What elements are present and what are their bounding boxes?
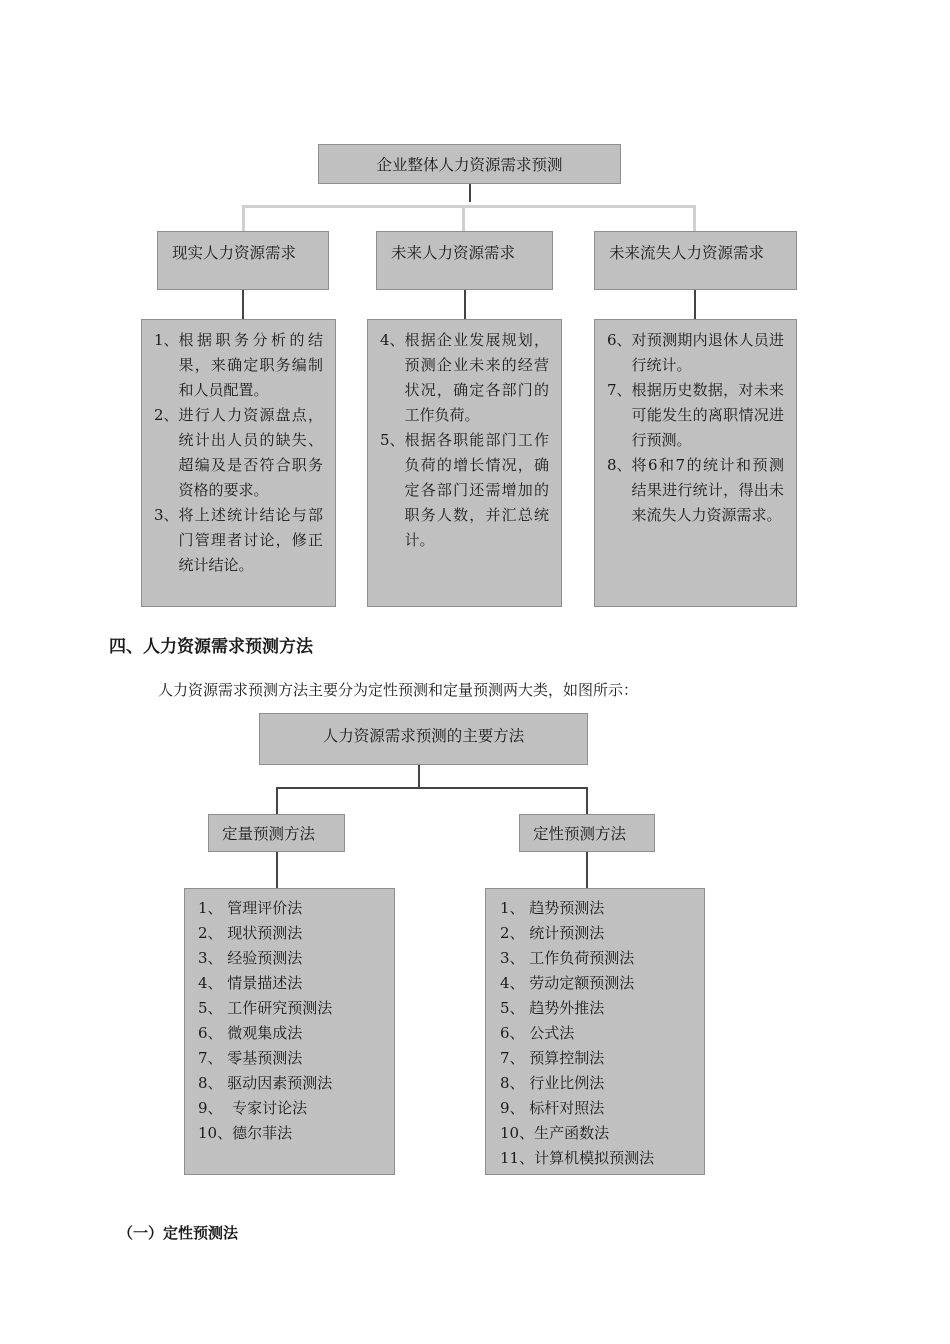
connector bbox=[469, 184, 471, 202]
current-demand-details bbox=[141, 319, 336, 607]
connector bbox=[586, 851, 588, 888]
future-demand-details bbox=[367, 319, 562, 607]
list-item: 8、 将6和7的统计和预测结果进行统计，得出未来流失人力资源需求。 bbox=[607, 456, 784, 524]
connector bbox=[242, 205, 245, 231]
list-item: 3、 经验预测法 bbox=[198, 949, 303, 967]
list-item: 4、 情景描述法 bbox=[198, 974, 303, 992]
list-item: 9、 专家讨论法 bbox=[198, 1099, 308, 1117]
list-item: 11、计算机模拟预测法 bbox=[500, 1149, 655, 1167]
list-item: 10、德尔菲法 bbox=[198, 1124, 293, 1142]
qualitative-title: 定性预测方法 bbox=[533, 825, 627, 843]
list-item: 4、 根据企业发展规划，预测企业未来的经营状况，确定各部门的工作负荷。 bbox=[380, 331, 549, 424]
list-item: 6、 对预测期内退休人员进行统计。 bbox=[607, 331, 784, 374]
chart1-root-box bbox=[318, 144, 621, 184]
list-item: 5、 工作研究预测法 bbox=[198, 999, 333, 1017]
connector bbox=[242, 205, 696, 208]
list-item: 3、 工作负荷预测法 bbox=[500, 949, 635, 967]
list-item: 8、 行业比例法 bbox=[500, 1074, 605, 1092]
subsection-heading: （一）定性预测法 bbox=[118, 1224, 239, 1242]
column-title: 未来人力资源需求 bbox=[391, 244, 516, 262]
quantitative-title: 定量预测方法 bbox=[222, 825, 316, 843]
list-item: 7、 零基预测法 bbox=[198, 1049, 303, 1067]
list-item: 2、 现状预测法 bbox=[198, 924, 303, 942]
current-demand-box bbox=[157, 231, 329, 290]
list-item: 6、 公式法 bbox=[500, 1024, 575, 1042]
column-title: 现实人力资源需求 bbox=[172, 244, 297, 262]
future-attrition-details bbox=[594, 319, 797, 607]
list-item: 5、 趋势外推法 bbox=[500, 999, 605, 1017]
intro-paragraph: 人力资源需求预测方法主要分为定性预测和定量预测两大类，如图所示： bbox=[158, 681, 639, 699]
connector bbox=[694, 289, 696, 319]
list-item: 7、 根据历史数据，对未来可能发生的离职情况进行预测。 bbox=[607, 381, 784, 449]
connector bbox=[586, 787, 588, 814]
list-item: 4、 劳动定额预测法 bbox=[500, 974, 635, 992]
section-heading: 四、人力资源需求预测方法 bbox=[109, 637, 313, 657]
qualitative-methods-box bbox=[519, 814, 655, 852]
future-demand-box bbox=[376, 231, 553, 290]
qualitative-methods-list bbox=[485, 888, 705, 1175]
list-item: 9、 标杆对照法 bbox=[500, 1099, 605, 1117]
list-item: 1、 管理评价法 bbox=[198, 899, 303, 917]
list-item: 6、 微观集成法 bbox=[198, 1024, 303, 1042]
connector bbox=[693, 205, 696, 231]
connector bbox=[276, 787, 588, 789]
connector bbox=[462, 205, 465, 231]
chart1-root-label: 企业整体人力资源需求预测 bbox=[376, 156, 563, 174]
list-item: 2、 进行人力资源盘点，统计出人员的缺失、超编及是否符合职务资格的要求。 bbox=[154, 406, 323, 499]
connector bbox=[242, 289, 244, 319]
list-item: 1、 趋势预测法 bbox=[500, 899, 605, 917]
future-attrition-demand-box bbox=[594, 231, 797, 290]
list-item: 8、 驱动因素预测法 bbox=[198, 1074, 333, 1092]
connector bbox=[276, 851, 278, 888]
column-title: 未来流失人力资源需求 bbox=[609, 244, 765, 262]
chart2-root-label: 人力资源需求预测的主要方法 bbox=[322, 727, 525, 745]
quantitative-methods-box bbox=[208, 814, 345, 852]
quantitative-methods-list bbox=[184, 888, 395, 1175]
connector bbox=[464, 289, 466, 319]
list-item: 3、 将上述统计结论与部门管理者讨论，修正统计结论。 bbox=[154, 506, 323, 574]
list-item: 5、 根据各职能部门工作负荷的增长情况，确定各部门还需增加的职务人数，并汇总统计。 bbox=[380, 431, 549, 549]
list-item: 2、 统计预测法 bbox=[500, 924, 605, 942]
list-item: 10、生产函数法 bbox=[500, 1124, 610, 1142]
connector bbox=[418, 765, 420, 788]
list-item: 7、 预算控制法 bbox=[500, 1049, 605, 1067]
chart2-root-box bbox=[259, 713, 588, 765]
connector bbox=[276, 787, 278, 814]
list-item: 1、 根据职务分析的结果，来确定职务编制和人员配置。 bbox=[154, 331, 323, 399]
